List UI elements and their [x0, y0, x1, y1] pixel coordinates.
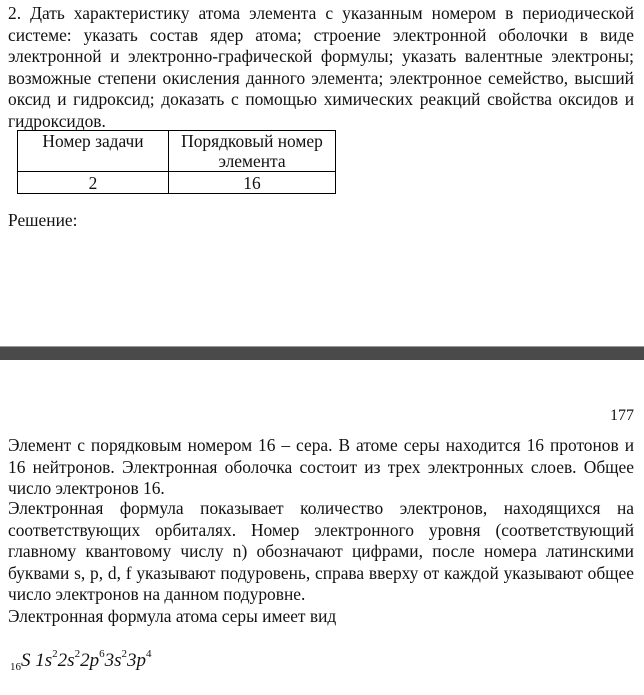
formula-term: $1s^2$: [35, 648, 58, 671]
paragraph-element-description: Элемент с порядковым номером 16 – сера. В атоме серы находится 16 протонов и 16 нейтронов. Электронная оболочка состоит из трех электронных слоев. Общее число электронов 16.: [8, 435, 634, 499]
page-2: [0, 360, 644, 695]
page-separator: [0, 346, 644, 360]
paragraph-formula-intro: Электронная формула атома серы имеет вид: [8, 606, 337, 626]
formula-term: $2s^2$: [57, 648, 81, 671]
electron-formula: [10, 648, 151, 673]
paragraph-formula-explanation: Электронная формула показывает количество электронов, находящихся на соответствующих орбиталях. Номер электронного уровня (соответствующий главному квантовому числу n) обозначают цифрами, после номера латинскими буквами s, p, d, f указывают подуровень, справа вверху от каждой указывают общее число электронов на данном подуровне.: [8, 498, 634, 605]
table-header-task-number: Номер задачи: [18, 131, 169, 172]
formula-term: $3p^4$: [126, 648, 152, 671]
table-header-row: [18, 131, 336, 172]
formula-term: $3s^2$: [104, 648, 127, 671]
formula-symbol: S: [21, 650, 31, 671]
task-table: [17, 130, 336, 194]
table-row: [18, 172, 336, 194]
page-1: [0, 0, 644, 346]
table-header-element-number: Порядковый номер элемента: [169, 131, 336, 172]
table-cell-element-number: 16: [169, 172, 336, 194]
task-text: 2. Дать характеристику атома элемента с указанным номером в периодической системе: указать состав ядер атома; строение электронной оболочки в виде электронной и электронно-графической формулы; указать валентные электроны; возможные степени окисления данного элемента; электронное семейство, высший оксид и гидроксид; доказать с помощью химических реакций свойства оксидов и гидроксидов.: [8, 3, 634, 131]
solution-label: Решение:: [8, 210, 78, 230]
page-number: 177: [610, 407, 634, 424]
table-cell-task-number: 2: [18, 172, 169, 194]
formula-term: $2p^6$: [80, 648, 105, 671]
formula-atomic-number: 16: [10, 661, 21, 673]
